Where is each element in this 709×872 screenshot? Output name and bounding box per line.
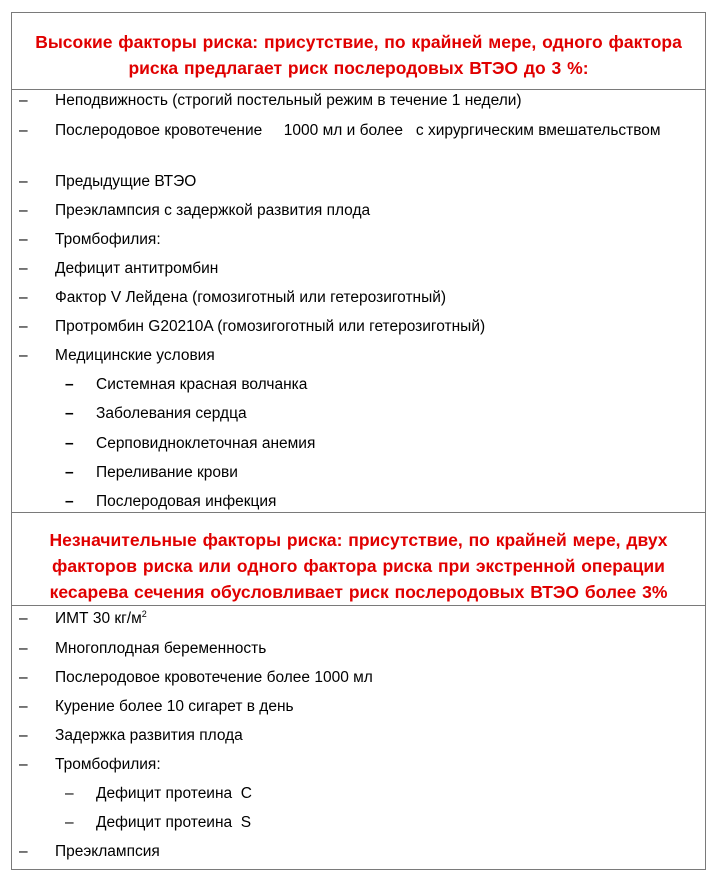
bullet-dash: – bbox=[19, 347, 28, 364]
bullet-dash: – bbox=[65, 785, 74, 802]
bullet-dash: – bbox=[65, 814, 74, 831]
bullet-dash: – bbox=[19, 231, 28, 248]
item-text: Дефицит антитромбин bbox=[55, 260, 219, 277]
bullet-dash: – bbox=[19, 610, 28, 627]
header-line: риска предлагает риск послеродовых ВТЭО до 3 %: bbox=[128, 58, 589, 78]
bullet-dash: – bbox=[19, 173, 28, 190]
bullet-dash: – bbox=[19, 698, 28, 715]
item-text: Многоплодная беременность bbox=[55, 640, 267, 657]
header-line: факторов риска или одного фактора риска при экстренной операции bbox=[52, 556, 665, 576]
item-text: Неподвижность (строгий постельный режим в течение 1 недели) bbox=[55, 92, 522, 109]
header-line: Незначительные факторы риска: присутствие, по крайней мере, двух bbox=[49, 530, 668, 550]
risk-factors-table bbox=[11, 12, 706, 870]
item-text: Дефицит протеина С bbox=[96, 785, 252, 802]
item-text: Предыдущие ВТЭО bbox=[55, 173, 197, 190]
bullet-dash: – bbox=[19, 669, 28, 686]
low-risk-header bbox=[12, 512, 705, 606]
item-text: Послеродовое кровотечение 1000 мл и более с хирургическим вмешательством bbox=[55, 122, 661, 139]
item-text: Тромбофилия: bbox=[55, 756, 161, 773]
header-line: Высокие факторы риска: присутствие, по крайней мере, одного фактора bbox=[35, 32, 682, 52]
bullet-dash: – bbox=[19, 318, 28, 335]
bullet-dash: – bbox=[19, 92, 28, 109]
item-text: Протромбин G20210A (гомозигоготный или гетерозиготный) bbox=[55, 318, 486, 335]
bullet-dash: – bbox=[65, 493, 74, 510]
item-text: Преэклампсия bbox=[55, 843, 160, 860]
item-text: Задержка развития плода bbox=[55, 727, 243, 744]
item-text: Дефицит протеина S bbox=[96, 814, 252, 831]
bullet-dash: – bbox=[19, 640, 28, 657]
bullet-dash: – bbox=[65, 405, 74, 422]
item-text: Курение более 10 сигарет в день bbox=[55, 698, 294, 715]
item-text: Послеродовое кровотечение более 1000 мл bbox=[55, 669, 373, 686]
high-risk-header bbox=[12, 13, 705, 90]
item-text: Серповидноклеточная анемия bbox=[96, 435, 316, 452]
bullet-dash: – bbox=[19, 756, 28, 773]
item-text: Преэклампсия с задержкой развития плода bbox=[55, 202, 371, 219]
bullet-dash: – bbox=[19, 289, 28, 306]
bmi-superscript: 2 bbox=[141, 608, 147, 619]
item-text bbox=[55, 608, 699, 629]
bullet-dash: – bbox=[65, 376, 74, 393]
bullet-dash: – bbox=[19, 260, 28, 277]
bullet-dash: – bbox=[65, 435, 74, 452]
bullet-dash: – bbox=[19, 727, 28, 744]
bullet-dash: – bbox=[65, 464, 74, 481]
item-text: Тромбофилия: bbox=[55, 231, 161, 248]
bullet-dash: – bbox=[19, 843, 28, 860]
bullet-dash: – bbox=[19, 122, 28, 139]
item-text: Послеродовая инфекция bbox=[96, 493, 277, 510]
header-line: кесарева сечения обусловливает риск послеродовых ВТЭО более 3% bbox=[49, 582, 668, 602]
bmi-text: ИМТ 30 кг/м bbox=[55, 610, 142, 627]
item-text: Переливание крови bbox=[96, 464, 238, 481]
bullet-dash: – bbox=[19, 202, 28, 219]
item-text: Заболевания сердца bbox=[96, 405, 247, 422]
item-text: Системная красная волчанка bbox=[96, 376, 308, 393]
item-text: Медицинские условия bbox=[55, 347, 215, 364]
item-text: Фактор V Лейдена (гомозиготный или гетерозиготный) bbox=[55, 289, 447, 306]
